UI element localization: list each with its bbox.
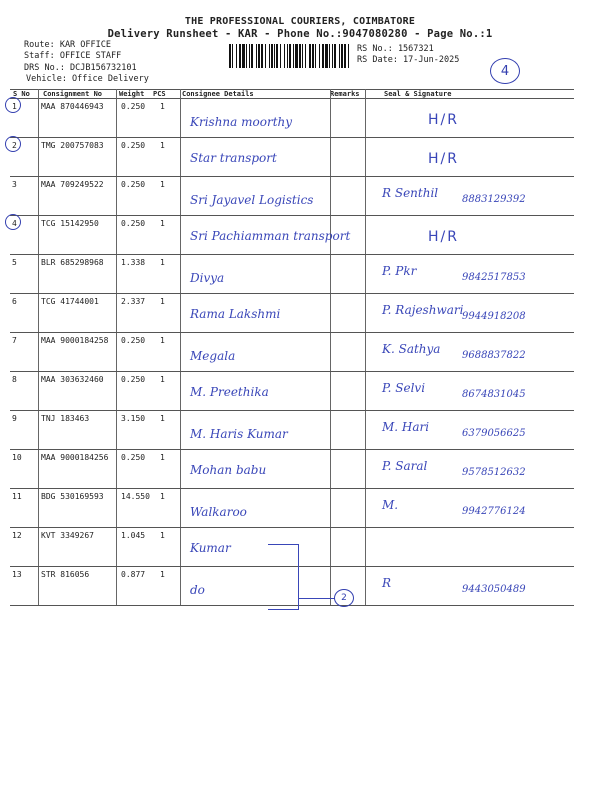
table-row	[10, 410, 574, 449]
table-row	[10, 332, 574, 371]
weight-value: 3.150	[121, 414, 146, 423]
serial-number: 1	[12, 102, 17, 111]
barcode	[229, 44, 351, 68]
table-row	[10, 371, 574, 410]
weight-value: 14.550	[121, 492, 150, 501]
bracket-mark	[268, 544, 299, 610]
consignment-number: TCG 15142950	[41, 219, 99, 228]
consignment-number: STR 816056	[41, 570, 90, 579]
weight-value: 0.250	[121, 219, 146, 228]
weight-value: 0.250	[121, 180, 146, 189]
drs-number: DRS No.: DCJB156732101	[24, 63, 137, 73]
table-row	[10, 254, 574, 293]
table-row	[10, 215, 574, 254]
consignee-handwriting: Mohan babu	[190, 463, 267, 477]
serial-number: 4	[12, 219, 17, 228]
page-number-circle: 4	[490, 58, 520, 84]
pcs-value: 1	[160, 219, 165, 228]
consignment-number: MAA 9000184258	[41, 336, 109, 345]
weight-value: 0.250	[121, 102, 146, 111]
signature-name: R	[382, 576, 392, 590]
signature-name: P. Selvi	[382, 381, 426, 395]
vehicle-label: Vehicle: Office Delivery	[26, 74, 149, 84]
col-header-signature: Seal & Signature	[384, 90, 452, 98]
consignment-number: TNJ 183463	[41, 414, 90, 423]
arrow-line	[299, 598, 335, 599]
consignee-handwriting: Kumar	[190, 541, 231, 555]
consignment-number: MAA 870446943	[41, 102, 104, 111]
serial-circle	[5, 97, 21, 113]
staff-label: Staff: OFFICE STAFF	[24, 51, 122, 61]
pcs-value: 1	[160, 375, 165, 384]
table-row	[10, 176, 574, 215]
rs-number: RS No.: 1567321	[357, 44, 434, 54]
signature-name: P. Rajeshwari	[382, 303, 464, 317]
weight-value: 1.045	[121, 531, 146, 540]
table-row	[10, 449, 574, 488]
col-header-consignee: Consignee Details	[182, 90, 254, 98]
consignee-handwriting: do	[190, 583, 205, 597]
col-header-weight: Weight	[119, 90, 145, 98]
pcs-value: 1	[160, 297, 165, 306]
table-row	[10, 98, 574, 137]
consignee-handwriting: Sri Pachiamman transport	[190, 229, 351, 243]
signature-name: P. Saral	[382, 459, 428, 473]
signature-hr: H/R	[428, 229, 459, 245]
pcs-value: 1	[160, 258, 165, 267]
consignment-number: KVT 3349267	[41, 531, 94, 540]
consignment-number: TCG 41744001	[41, 297, 99, 306]
consignee-handwriting: M. Haris Kumar	[190, 427, 288, 441]
pcs-value: 1	[160, 570, 165, 579]
consignment-number: BDG 530169593	[41, 492, 104, 501]
consignee-handwriting: Divya	[190, 271, 225, 285]
consignment-number: MAA 709249522	[41, 180, 104, 189]
consignee-handwriting: Star transport	[190, 151, 277, 165]
route-label: Route: KAR OFFICE	[24, 40, 111, 50]
serial-number: 11	[12, 492, 22, 501]
col-header-sno: S No	[13, 90, 30, 98]
consignee-handwriting: Sri Jayavel Logistics	[190, 193, 314, 207]
pcs-value: 1	[160, 102, 165, 111]
consignment-number: MAA 9000184256	[41, 453, 109, 462]
serial-number: 10	[12, 453, 22, 462]
signature-phone: 9942776124	[462, 506, 526, 517]
consignee-handwriting: M. Preethika	[190, 385, 269, 399]
weight-value: 0.250	[121, 453, 146, 462]
serial-number: 13	[12, 570, 22, 579]
signature-phone: 9944918208	[462, 311, 526, 322]
pcs-value: 1	[160, 453, 165, 462]
signature-phone: 8674831045	[462, 389, 526, 400]
serial-number: 9	[12, 414, 17, 423]
serial-number: 12	[12, 531, 22, 540]
pcs-value: 1	[160, 141, 165, 150]
serial-circle	[5, 214, 21, 230]
signature-phone: 8883129392	[462, 194, 526, 205]
pcs-value: 1	[160, 531, 165, 540]
weight-value: 1.338	[121, 258, 146, 267]
signature-hr: H/R	[428, 112, 459, 128]
signature-name: M.	[382, 498, 399, 512]
company-title: THE PROFESSIONAL COURIERS, COIMBATORE	[184, 16, 416, 27]
serial-number: 6	[12, 297, 17, 306]
signature-name: P. Pkr	[382, 264, 417, 278]
signature-phone: 9842517853	[462, 272, 526, 283]
col-header-remarks: Remarks	[330, 90, 360, 98]
runsheet-table	[10, 89, 574, 605]
pcs-value: 1	[160, 336, 165, 345]
weight-value: 0.250	[121, 375, 146, 384]
rs-date: RS Date: 17-Jun-2025	[357, 55, 460, 65]
signature-name: R Senthil	[382, 186, 439, 200]
col-header-consignment: Consignment No	[43, 90, 103, 98]
signature-hr: H/R	[428, 151, 459, 167]
signature-phone: 9578512632	[462, 467, 526, 478]
weight-value: 0.250	[121, 141, 146, 150]
table-row	[10, 293, 574, 332]
serial-number: 7	[12, 336, 17, 345]
consignment-number: TMG 200757083	[41, 141, 104, 150]
table-row	[10, 488, 574, 527]
consignee-handwriting: Walkaroo	[190, 505, 247, 519]
weight-value: 0.877	[121, 570, 146, 579]
runsheet-subtitle: Delivery Runsheet - KAR - Phone No.:9047080280 - Page No.:1	[107, 28, 493, 40]
weight-value: 0.250	[121, 336, 146, 345]
consignment-number: MAA 303632460	[41, 375, 104, 384]
serial-number: 3	[12, 180, 17, 189]
serial-number: 2	[12, 141, 17, 150]
pcs-value: 1	[160, 414, 165, 423]
serial-number: 8	[12, 375, 17, 384]
table-row	[10, 137, 574, 176]
signature-phone: 6379056625	[462, 428, 526, 439]
signature-name: K. Sathya	[382, 342, 441, 356]
pcs-value: 1	[160, 180, 165, 189]
col-header-pcs: PCS	[153, 90, 166, 98]
consignee-handwriting: Rama Lakshmi	[190, 307, 281, 321]
note-circle: 2	[334, 589, 354, 607]
signature-phone: 9688837822	[462, 350, 526, 361]
signature-name: M. Hari	[382, 420, 430, 434]
serial-circle	[5, 136, 21, 152]
pcs-value: 1	[160, 492, 165, 501]
serial-number: 5	[12, 258, 17, 267]
weight-value: 2.337	[121, 297, 146, 306]
consignee-handwriting: Megala	[190, 349, 236, 363]
signature-phone: 9443050489	[462, 584, 526, 595]
consignment-number: BLR 685298968	[41, 258, 104, 267]
consignee-handwriting: Krishna moorthy	[190, 115, 293, 129]
